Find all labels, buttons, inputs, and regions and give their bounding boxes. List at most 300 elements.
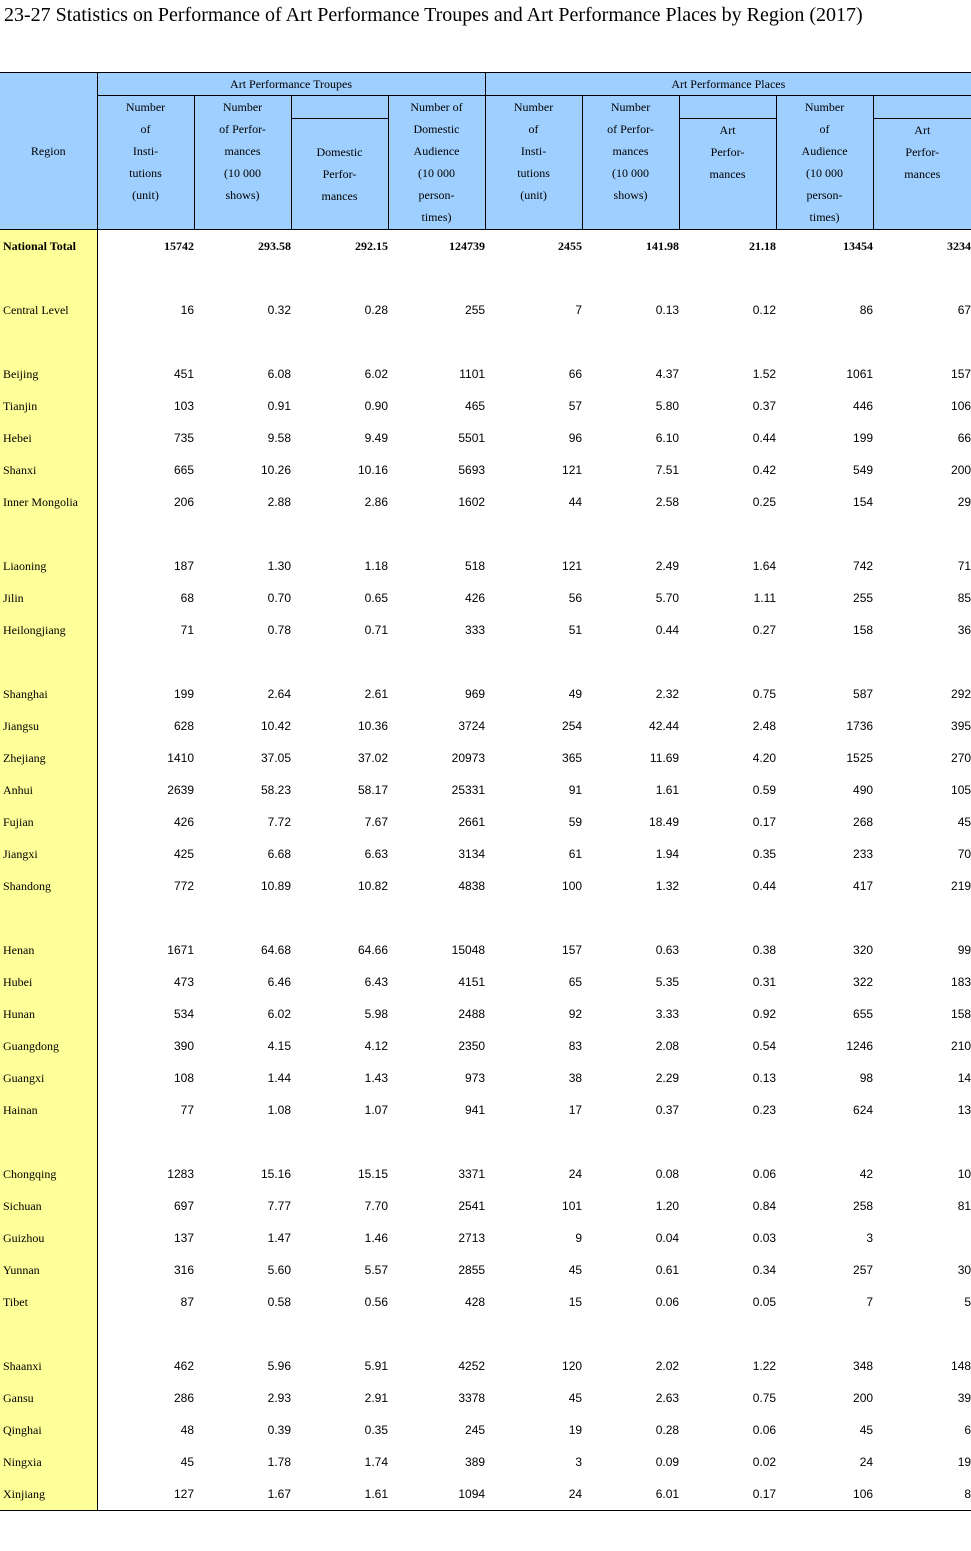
value-cell: 7.77 [267, 1199, 291, 1213]
value-cell [776, 518, 873, 550]
value-cell: 0.35 [752, 847, 777, 861]
value-cell: 1.30 [267, 559, 291, 573]
value-cell: 206 [173, 495, 194, 509]
value-cell: 0.70 [267, 591, 291, 605]
value-cell: 141.98 [582, 230, 679, 263]
table-row [0, 1382, 971, 1414]
value-cell: 0.63 [655, 943, 680, 957]
value-cell: 101 [562, 1199, 583, 1213]
value-cell: 293.58 [194, 230, 291, 263]
value-cell [582, 902, 679, 934]
value-cell: 426 [173, 815, 194, 829]
region-cell: Hubei [0, 966, 97, 998]
column-header-6 [582, 96, 679, 230]
value-cell: 127 [97, 1478, 194, 1511]
value-cell: 2.08 [655, 1039, 680, 1053]
value-cell: 2350 [458, 1039, 486, 1053]
value-cell: 58.23 [260, 783, 291, 797]
value-cell [582, 1318, 679, 1350]
value-cell: 199 [853, 431, 874, 445]
value-cell: 389 [465, 1455, 486, 1469]
value-cell: 742 [853, 559, 874, 573]
value-cell: 20973 [451, 751, 486, 765]
value-cell: 1.64 [752, 559, 777, 573]
column-header-line: Number [125, 100, 166, 114]
value-cell: 92 [568, 1007, 583, 1021]
value-cell: 81 [957, 1199, 971, 1213]
value-cell: 48 [180, 1423, 194, 1437]
value-cell: 3724 [458, 719, 486, 733]
value-cell: 0.61 [655, 1263, 680, 1277]
value-cell [388, 1318, 485, 1350]
value-cell: 286 [173, 1391, 194, 1405]
value-cell [776, 646, 873, 678]
value-cell [485, 902, 582, 934]
column-header-line [583, 206, 679, 228]
region-cell [0, 646, 97, 678]
value-cell: 0.32 [267, 303, 291, 317]
column-header-line: Number of [410, 100, 463, 114]
region-cell: Shaanxi [0, 1350, 97, 1382]
column-header-line: of [140, 122, 151, 136]
value-cell: 42 [859, 1167, 874, 1181]
value-cell: 0.34 [752, 1263, 777, 1277]
column-header-line: (unit) [132, 188, 159, 202]
value-cell: 105 [951, 783, 971, 797]
column-header-5 [485, 96, 582, 230]
value-cell: 0.17 [752, 815, 777, 829]
value-cell [679, 262, 776, 294]
value-cell: 6.08 [267, 367, 291, 381]
value-cell: 5.80 [655, 399, 680, 413]
value-cell: 148 [951, 1359, 971, 1373]
region-cell [0, 518, 97, 550]
value-cell [291, 518, 388, 550]
value-cell: 268 [853, 815, 874, 829]
table-row [0, 966, 971, 998]
value-cell: 0.02 [752, 1455, 777, 1469]
value-cell: 21.18 [679, 230, 776, 263]
table-row [0, 1286, 971, 1318]
value-cell: 2.93 [267, 1391, 291, 1405]
region-cell: Xinjiang [0, 1478, 97, 1511]
page-title: 23-27 Statistics on Performance of Art Performance Troupes and Art Performance Places by Region (2017) [4, 4, 863, 26]
value-cell: 15742 [97, 230, 194, 263]
value-cell: 0.06 [752, 1423, 777, 1437]
value-cell: 58.17 [357, 783, 388, 797]
value-cell: 3134 [458, 847, 486, 861]
value-cell: 7.51 [655, 463, 680, 477]
value-cell: 137 [173, 1231, 194, 1245]
value-cell: 1246 [846, 1039, 874, 1053]
value-cell: 121 [562, 559, 583, 573]
value-cell: 1.08 [267, 1103, 291, 1117]
value-cell [776, 1126, 873, 1158]
value-cell: 13454 [776, 230, 873, 263]
table-row [0, 486, 971, 518]
value-cell [194, 1126, 291, 1158]
region-cell: Hainan [0, 1094, 97, 1126]
value-cell [291, 646, 388, 678]
value-cell: 154 [853, 495, 874, 509]
value-cell: 0.58 [267, 1295, 291, 1309]
value-cell [873, 646, 971, 678]
value-cell: 969 [465, 687, 486, 701]
value-cell: 121 [562, 463, 583, 477]
value-cell [582, 518, 679, 550]
value-cell: 2.88 [267, 495, 291, 509]
value-cell: 13 [957, 1103, 971, 1117]
region-cell: National Total [0, 230, 97, 263]
value-cell [97, 1126, 194, 1158]
column-header-line: mances [224, 144, 261, 158]
value-cell: 67 [957, 303, 971, 317]
column-header-line: (10 000 [418, 166, 456, 180]
value-cell: 0.03 [752, 1231, 777, 1245]
value-cell [291, 902, 388, 934]
value-cell [388, 902, 485, 934]
column-header-line: shows) [225, 188, 260, 202]
column-header-line [486, 206, 582, 228]
value-cell: 70 [957, 847, 971, 861]
value-cell: 6.01 [582, 1478, 679, 1511]
table-row [0, 710, 971, 742]
value-cell: 624 [853, 1103, 874, 1117]
region-cell: Tianjin [0, 390, 97, 422]
value-cell [679, 902, 776, 934]
value-cell [873, 262, 971, 294]
value-cell: 425 [173, 847, 194, 861]
value-cell: 255 [465, 303, 486, 317]
region-cell: Anhui [0, 774, 97, 806]
column-header-line: (unit) [520, 188, 547, 202]
region-cell: Sichuan [0, 1190, 97, 1222]
value-cell: 0.84 [752, 1199, 777, 1213]
value-cell: 9 [575, 1231, 583, 1245]
value-cell: 0.35 [364, 1423, 388, 1437]
value-cell: 59 [568, 815, 583, 829]
value-cell: 0.37 [655, 1103, 680, 1117]
column-header-line: person- [806, 188, 843, 202]
value-cell: 0.39 [267, 1423, 291, 1437]
table-row [0, 1158, 971, 1190]
region-cell: Guizhou [0, 1222, 97, 1254]
value-cell: 106 [951, 399, 971, 413]
table-row [0, 582, 971, 614]
value-cell: 2713 [458, 1231, 486, 1245]
value-cell: 6.63 [364, 847, 388, 861]
value-cell: 6.02 [364, 367, 388, 381]
column-header-line: Domestic [316, 145, 363, 159]
table-row [0, 294, 971, 326]
value-cell: 6.43 [364, 975, 388, 989]
value-cell [873, 1318, 971, 1350]
spacer-row [0, 1318, 971, 1350]
value-cell: 45 [859, 1423, 874, 1437]
value-cell: 29 [957, 495, 971, 509]
value-cell [291, 262, 388, 294]
value-cell: 3234 [873, 230, 971, 263]
value-cell: 7 [575, 303, 583, 317]
value-cell: 1283 [167, 1167, 194, 1181]
value-cell: 15.15 [357, 1167, 388, 1181]
value-cell: 45 [568, 1263, 583, 1277]
value-cell: 1.44 [267, 1071, 291, 1085]
region-cell: Hunan [0, 998, 97, 1030]
value-cell: 37.05 [260, 751, 291, 765]
value-cell: 0.06 [655, 1295, 680, 1309]
value-cell [97, 326, 194, 358]
column-header-line: Perfor- [322, 167, 357, 181]
value-cell: 3 [866, 1231, 874, 1245]
value-cell: 9.58 [267, 431, 291, 445]
value-cell: 0.27 [752, 623, 777, 637]
value-cell: 66 [568, 367, 583, 381]
value-cell: 2541 [458, 1199, 486, 1213]
value-cell: 697 [173, 1199, 194, 1213]
value-cell [194, 902, 291, 934]
value-cell [97, 262, 194, 294]
column-header-line [292, 207, 388, 229]
column-header-line: times) [421, 210, 452, 224]
value-cell: 1101 [459, 367, 486, 381]
value-cell: 254 [562, 719, 583, 733]
value-cell: 1.11 [753, 591, 777, 605]
value-cell [679, 326, 776, 358]
column-header-line: shows) [613, 188, 648, 202]
value-cell: 0.44 [655, 623, 680, 637]
column-header-line: Insti- [132, 144, 159, 158]
value-cell: 157 [562, 943, 583, 957]
value-cell [388, 262, 485, 294]
column-header-line: Number [804, 100, 845, 114]
table-row [0, 1414, 971, 1446]
spacer-row [0, 1126, 971, 1158]
value-cell: 0.13 [752, 1071, 777, 1085]
value-cell: 199 [173, 687, 194, 701]
value-cell: 0.28 [364, 303, 388, 317]
value-cell: 549 [853, 463, 874, 477]
value-cell: 735 [173, 431, 194, 445]
column-header-line [680, 207, 776, 229]
value-cell: 1.07 [364, 1103, 388, 1117]
value-cell: 0.44 [752, 879, 777, 893]
column-header-line: Art [719, 123, 736, 137]
value-cell: 6.68 [267, 847, 291, 861]
value-cell: 1.61 [291, 1478, 388, 1511]
value-cell: 1.32 [655, 879, 680, 893]
value-cell: 0.78 [267, 623, 291, 637]
table-row [0, 838, 971, 870]
value-cell: 18.49 [649, 815, 680, 829]
value-cell: 56 [568, 591, 583, 605]
value-cell: 106 [776, 1478, 873, 1511]
value-cell [97, 646, 194, 678]
value-cell: 1410 [167, 751, 194, 765]
value-cell: 2488 [458, 1007, 486, 1021]
column-header-1 [97, 96, 194, 230]
value-cell: 665 [173, 463, 194, 477]
value-cell: 65 [568, 975, 583, 989]
region-cell [0, 1318, 97, 1350]
region-cell: Tibet [0, 1286, 97, 1318]
troupes-group-header: Art Performance Troupes [97, 73, 485, 96]
region-cell: Shanxi [0, 454, 97, 486]
value-cell: 39 [957, 1391, 971, 1405]
value-cell [679, 1126, 776, 1158]
value-cell: 473 [173, 975, 194, 989]
value-cell: 11.69 [649, 751, 680, 765]
value-cell: 8 [873, 1478, 971, 1511]
table-row [0, 678, 971, 710]
region-cell: Ningxia [0, 1446, 97, 1478]
value-cell: 99 [957, 943, 971, 957]
region-cell: Jiangsu [0, 710, 97, 742]
value-cell [388, 1126, 485, 1158]
value-cell [776, 1318, 873, 1350]
value-cell: 5.98 [364, 1007, 388, 1021]
table-row [0, 614, 971, 646]
value-cell: 2639 [167, 783, 194, 797]
table-row [0, 390, 971, 422]
value-cell: 0.56 [364, 1295, 388, 1309]
column-header-line [874, 185, 971, 207]
value-cell: 428 [465, 1295, 486, 1309]
value-cell: 1.46 [364, 1231, 388, 1245]
value-cell: 1525 [846, 751, 874, 765]
value-cell: 2455 [485, 230, 582, 263]
value-cell: 77 [180, 1103, 194, 1117]
value-cell: 0.92 [752, 1007, 777, 1021]
value-cell [485, 518, 582, 550]
table-row [0, 1222, 971, 1254]
value-cell: 333 [465, 623, 486, 637]
value-cell: 5 [964, 1295, 971, 1309]
value-cell: 1061 [846, 367, 874, 381]
value-cell: 49 [568, 687, 583, 701]
value-cell: 68 [180, 591, 194, 605]
region-header: Region [0, 73, 97, 230]
value-cell: 587 [853, 687, 874, 701]
table-row [0, 806, 971, 838]
region-cell: Yunnan [0, 1254, 97, 1286]
value-cell: 16 [180, 303, 194, 317]
value-cell: 0.06 [752, 1167, 777, 1181]
value-cell: 0.05 [752, 1295, 777, 1309]
value-cell: 24 [485, 1478, 582, 1511]
column-header-line: (10 000 [612, 166, 650, 180]
value-cell: 2.91 [364, 1391, 388, 1405]
spacer-row [0, 326, 971, 358]
value-cell: 10.36 [357, 719, 388, 733]
value-cell: 628 [173, 719, 194, 733]
value-cell: 7.70 [364, 1199, 388, 1213]
value-cell: 0.23 [752, 1103, 777, 1117]
value-cell: 4.37 [655, 367, 680, 381]
value-cell: 6.10 [655, 431, 680, 445]
column-header-9 [873, 96, 971, 230]
column-header-line: mances [904, 167, 941, 181]
table-row [0, 230, 971, 263]
value-cell: 2661 [458, 815, 486, 829]
table-row [0, 550, 971, 582]
column-header-4 [388, 96, 485, 230]
value-cell [388, 646, 485, 678]
value-cell: 1094 [388, 1478, 485, 1511]
value-cell: 9.49 [364, 431, 388, 445]
value-cell: 100 [562, 879, 583, 893]
value-cell: 3378 [458, 1391, 486, 1405]
value-cell: 87 [180, 1295, 194, 1309]
value-cell [388, 326, 485, 358]
table-row [0, 1062, 971, 1094]
value-cell: 0.90 [364, 399, 388, 413]
value-cell: 2.49 [655, 559, 680, 573]
value-cell [194, 262, 291, 294]
value-cell [97, 902, 194, 934]
value-cell: 0.38 [752, 943, 777, 957]
value-cell: 462 [173, 1359, 194, 1373]
value-cell: 316 [173, 1263, 194, 1277]
value-cell: 10.89 [260, 879, 291, 893]
column-header-line: of [528, 122, 539, 136]
value-cell: 103 [173, 399, 194, 413]
column-header-line: times) [809, 210, 840, 224]
region-cell: Shanghai [0, 678, 97, 710]
region-cell: Gansu [0, 1382, 97, 1414]
value-cell: 1671 [167, 943, 194, 957]
value-cell: 446 [853, 399, 874, 413]
table-row [0, 454, 971, 486]
region-cell: Inner Mongolia [0, 486, 97, 518]
region-cell [0, 262, 97, 294]
value-cell: 36 [957, 623, 971, 637]
column-header-line: tutions [129, 166, 162, 180]
value-cell: 3 [575, 1455, 583, 1469]
region-cell: Zhejiang [0, 742, 97, 774]
value-cell: 42.44 [649, 719, 680, 733]
value-cell: 0.75 [752, 1391, 777, 1405]
value-cell: 465 [465, 399, 486, 413]
value-cell: 14 [957, 1071, 971, 1085]
table-row [0, 774, 971, 806]
value-cell: 0.28 [655, 1423, 680, 1437]
table-row [0, 998, 971, 1030]
value-cell: 98 [859, 1071, 874, 1085]
table-row [0, 934, 971, 966]
value-cell [388, 518, 485, 550]
column-header-line [98, 206, 194, 228]
value-cell: 158 [853, 623, 874, 637]
spacer-row [0, 902, 971, 934]
value-cell: 108 [173, 1071, 194, 1085]
table-row [0, 1094, 971, 1126]
value-cell [679, 1318, 776, 1350]
value-cell: 25331 [451, 783, 486, 797]
value-cell: 292 [951, 687, 971, 701]
value-cell: 4.15 [267, 1039, 291, 1053]
value-cell: 395 [951, 719, 971, 733]
value-cell: 0.13 [655, 303, 680, 317]
header-group-row [0, 73, 971, 96]
value-cell: 183 [951, 975, 971, 989]
value-cell: 1736 [846, 719, 874, 733]
value-cell: 0.31 [752, 975, 777, 989]
value-cell: 10.42 [260, 719, 291, 733]
value-cell [873, 902, 971, 934]
value-cell: 15048 [451, 943, 486, 957]
column-header-line: Domestic [413, 122, 460, 136]
